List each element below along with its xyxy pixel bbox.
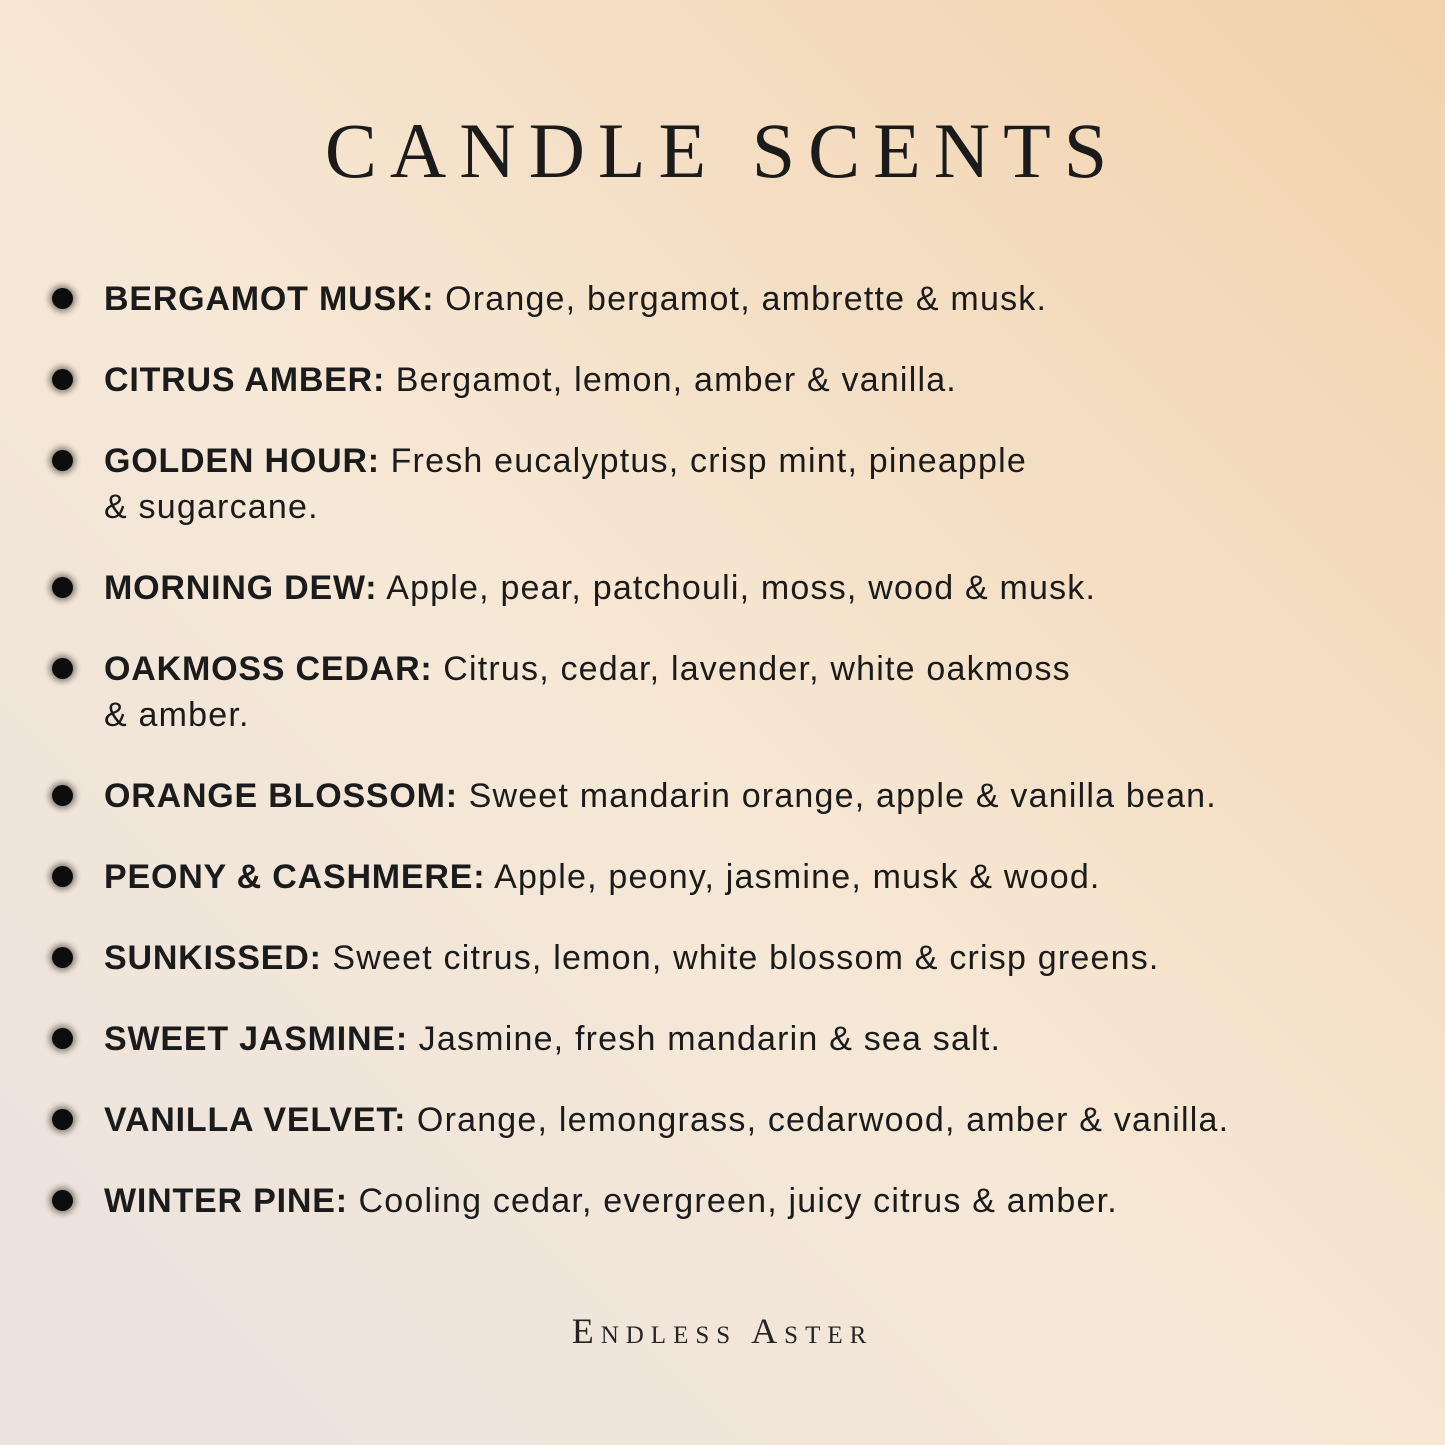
scent-name: GOLDEN HOUR: bbox=[104, 442, 380, 480]
scent-item bbox=[104, 357, 1405, 403]
scent-item bbox=[104, 854, 1405, 900]
bullet-dot-icon bbox=[52, 1109, 73, 1130]
scent-list bbox=[0, 276, 1445, 1224]
bullet-dot-icon bbox=[52, 1190, 73, 1211]
scent-desc: Apple, pear, patchouli, moss, wood & musk. bbox=[386, 569, 1097, 607]
scent-desc: Bergamot, lemon, amber & vanilla. bbox=[395, 361, 957, 399]
scent-name: VANILLA VELVET: bbox=[104, 1101, 407, 1139]
scent-text bbox=[104, 438, 1405, 530]
scent-item bbox=[104, 773, 1405, 819]
bullet-dot-icon bbox=[52, 369, 73, 390]
scent-desc: Sweet mandarin orange, apple & vanilla bean. bbox=[468, 777, 1217, 815]
scent-text bbox=[104, 276, 1405, 322]
bullet-dot-icon bbox=[52, 288, 73, 309]
scent-item bbox=[104, 935, 1405, 981]
scent-item bbox=[104, 1178, 1405, 1224]
bullet-dot-icon bbox=[52, 947, 73, 968]
scent-desc: Sweet citrus, lemon, white blossom & crisp greens. bbox=[332, 939, 1160, 977]
scent-desc: Orange, bergamot, ambrette & musk. bbox=[445, 280, 1048, 318]
bullet-dot-icon bbox=[52, 1028, 73, 1049]
scent-name: OAKMOSS CEDAR: bbox=[104, 650, 433, 688]
scent-item bbox=[104, 646, 1405, 738]
page-title: CANDLE SCENTS bbox=[324, 107, 1121, 194]
scent-text bbox=[104, 935, 1405, 981]
scent-name: CITRUS AMBER: bbox=[104, 361, 386, 399]
scent-desc-line2: & amber. bbox=[104, 696, 250, 734]
scent-name: WINTER PINE: bbox=[104, 1182, 348, 1220]
scent-text bbox=[104, 1016, 1405, 1062]
scent-text bbox=[104, 1097, 1405, 1143]
scent-item bbox=[104, 276, 1405, 322]
scent-name: PEONY & CASHMERE: bbox=[104, 858, 486, 896]
scent-desc: Cooling cedar, evergreen, juicy citrus & amber. bbox=[358, 1182, 1118, 1220]
scent-desc-line2: & sugarcane. bbox=[104, 488, 319, 526]
scent-name: BERGAMOT MUSK: bbox=[104, 280, 435, 318]
scent-name: MORNING DEW: bbox=[104, 569, 378, 607]
scent-text bbox=[104, 1178, 1405, 1224]
scent-item bbox=[104, 565, 1405, 611]
bullet-dot-icon bbox=[52, 450, 73, 471]
scent-name: SWEET JASMINE: bbox=[104, 1020, 409, 1058]
scent-desc: Orange, lemongrass, cedarwood, amber & vanilla. bbox=[416, 1101, 1230, 1139]
scent-desc: Apple, peony, jasmine, musk & wood. bbox=[494, 858, 1101, 896]
scent-text bbox=[104, 854, 1405, 900]
bullet-dot-icon bbox=[52, 785, 73, 806]
bullet-dot-icon bbox=[52, 577, 73, 598]
scent-text bbox=[104, 357, 1405, 403]
bullet-dot-icon bbox=[52, 866, 73, 887]
scent-text bbox=[104, 773, 1405, 819]
scent-text bbox=[104, 646, 1405, 738]
brand-name: Endless Aster bbox=[571, 1311, 874, 1351]
scent-desc: Citrus, cedar, lavender, white oakmoss bbox=[443, 650, 1071, 688]
scent-item bbox=[104, 1016, 1405, 1062]
scent-text bbox=[104, 565, 1405, 611]
scent-desc: Fresh eucalyptus, crisp mint, pineapple bbox=[390, 442, 1028, 480]
scent-name: ORANGE BLOSSOM: bbox=[104, 777, 458, 815]
scent-desc: Jasmine, fresh mandarin & sea salt. bbox=[418, 1020, 1002, 1058]
bullet-dot-icon bbox=[52, 658, 73, 679]
scent-name: SUNKISSED: bbox=[104, 939, 322, 977]
scent-item bbox=[104, 438, 1405, 530]
scent-item bbox=[104, 1097, 1405, 1143]
